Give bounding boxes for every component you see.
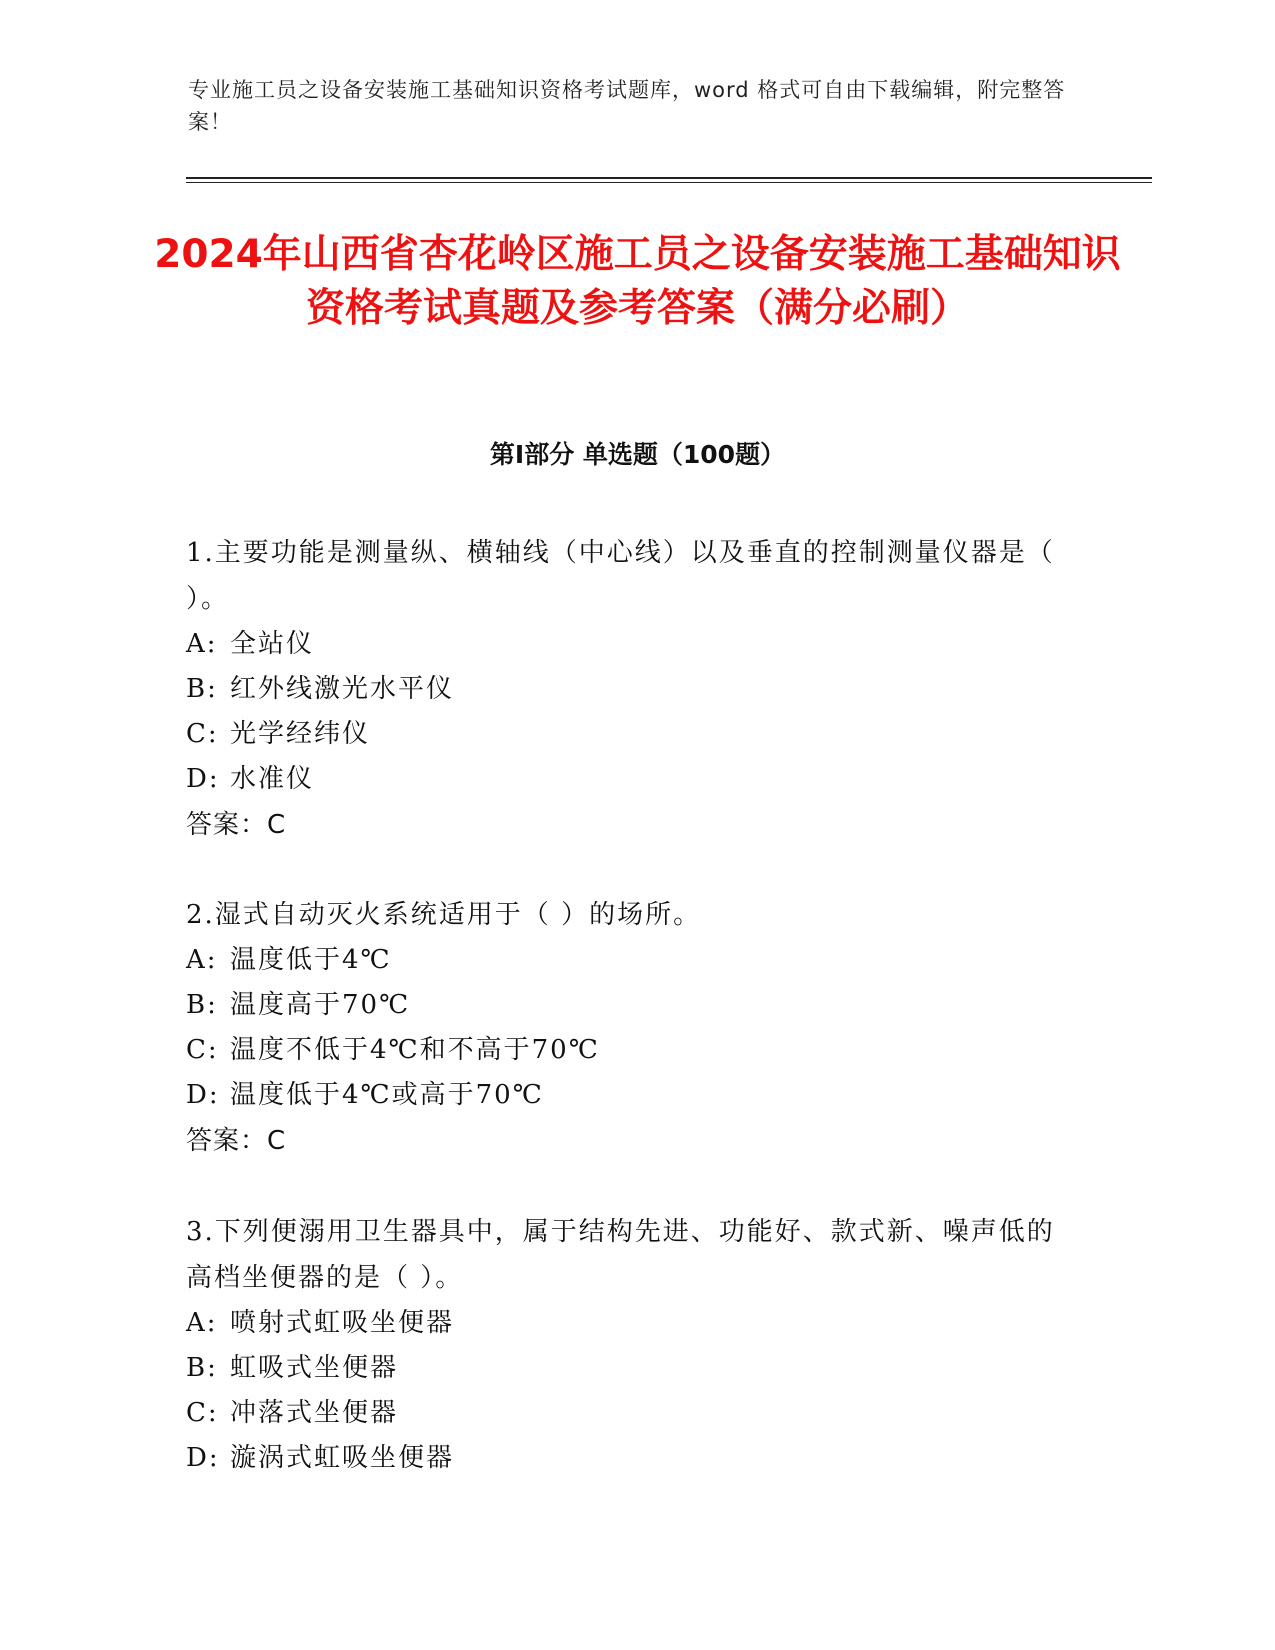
- option-key: C:: [186, 719, 219, 749]
- question-1: [186, 530, 1066, 848]
- option-a: [186, 1301, 1066, 1346]
- question-stem: 2.湿式自动灭火系统适用于（ ）的场所。: [186, 900, 702, 930]
- option-key: D:: [186, 1080, 220, 1110]
- header-rule-thin: [186, 182, 1152, 183]
- option-c: [186, 712, 1066, 757]
- option-a: [186, 938, 1066, 983]
- option-d: [186, 1436, 1066, 1481]
- question-stem: 3.下列便溺用卫生器具中，属于结构先进、功能好、款式新、噪声低的高档坐便器的是（ ）。: [186, 1217, 1055, 1293]
- document-title: 2024年山西省杏花岭区施工员之设备安装施工基础知识资格考试真题及参考答案（满分必刷）: [154, 232, 1121, 331]
- question-3: [186, 1209, 1066, 1481]
- option-key: B:: [186, 990, 218, 1020]
- option-d: [186, 1073, 1066, 1118]
- option-d: [186, 757, 1066, 802]
- option-b: [186, 1346, 1066, 1391]
- option-key: C:: [186, 1035, 219, 1065]
- option-key: B:: [186, 1353, 218, 1383]
- option-text: 冲落式坐便器: [230, 1398, 399, 1428]
- answer-line: 答案：C: [186, 1126, 287, 1156]
- option-c: [186, 1028, 1066, 1073]
- option-text: 水准仪: [230, 764, 315, 794]
- section-title: 第Ⅰ部分 单选题（100题）: [489, 440, 786, 469]
- option-text: 光学经纬仪: [230, 719, 371, 749]
- option-text: 温度不低于4℃和不高于70℃: [230, 1035, 600, 1065]
- option-key: D:: [186, 764, 220, 794]
- option-text: 温度高于70℃: [230, 990, 411, 1020]
- option-text: 红外线激光水平仪: [230, 674, 455, 704]
- option-a: [186, 622, 1066, 667]
- header-rule-thick: [186, 177, 1152, 179]
- option-text: 喷射式虹吸坐便器: [230, 1308, 455, 1338]
- option-key: B:: [186, 674, 218, 704]
- option-text: 虹吸式坐便器: [230, 1353, 399, 1383]
- answer-line: 答案：C: [186, 810, 287, 840]
- option-b: [186, 983, 1066, 1028]
- option-key: A:: [186, 629, 218, 659]
- option-key: D:: [186, 1443, 220, 1473]
- option-c: [186, 1391, 1066, 1436]
- option-text: 全站仪: [230, 629, 315, 659]
- option-b: [186, 667, 1066, 712]
- option-key: A:: [186, 945, 218, 975]
- option-key: C:: [186, 1398, 219, 1428]
- option-text: 温度低于4℃或高于70℃: [230, 1080, 544, 1110]
- option-key: A:: [186, 1308, 218, 1338]
- option-text: 漩涡式虹吸坐便器: [230, 1443, 455, 1473]
- question-2: [186, 892, 1066, 1164]
- header-note: 专业施工员之设备安装施工基础知识资格考试题库，word 格式可自由下载编辑，附完整答案！: [188, 78, 1066, 134]
- question-stem: 1.主要功能是测量纵、横轴线（中心线）以及垂直的控制测量仪器是（ ）。: [186, 538, 1055, 614]
- option-text: 温度低于4℃: [230, 945, 392, 975]
